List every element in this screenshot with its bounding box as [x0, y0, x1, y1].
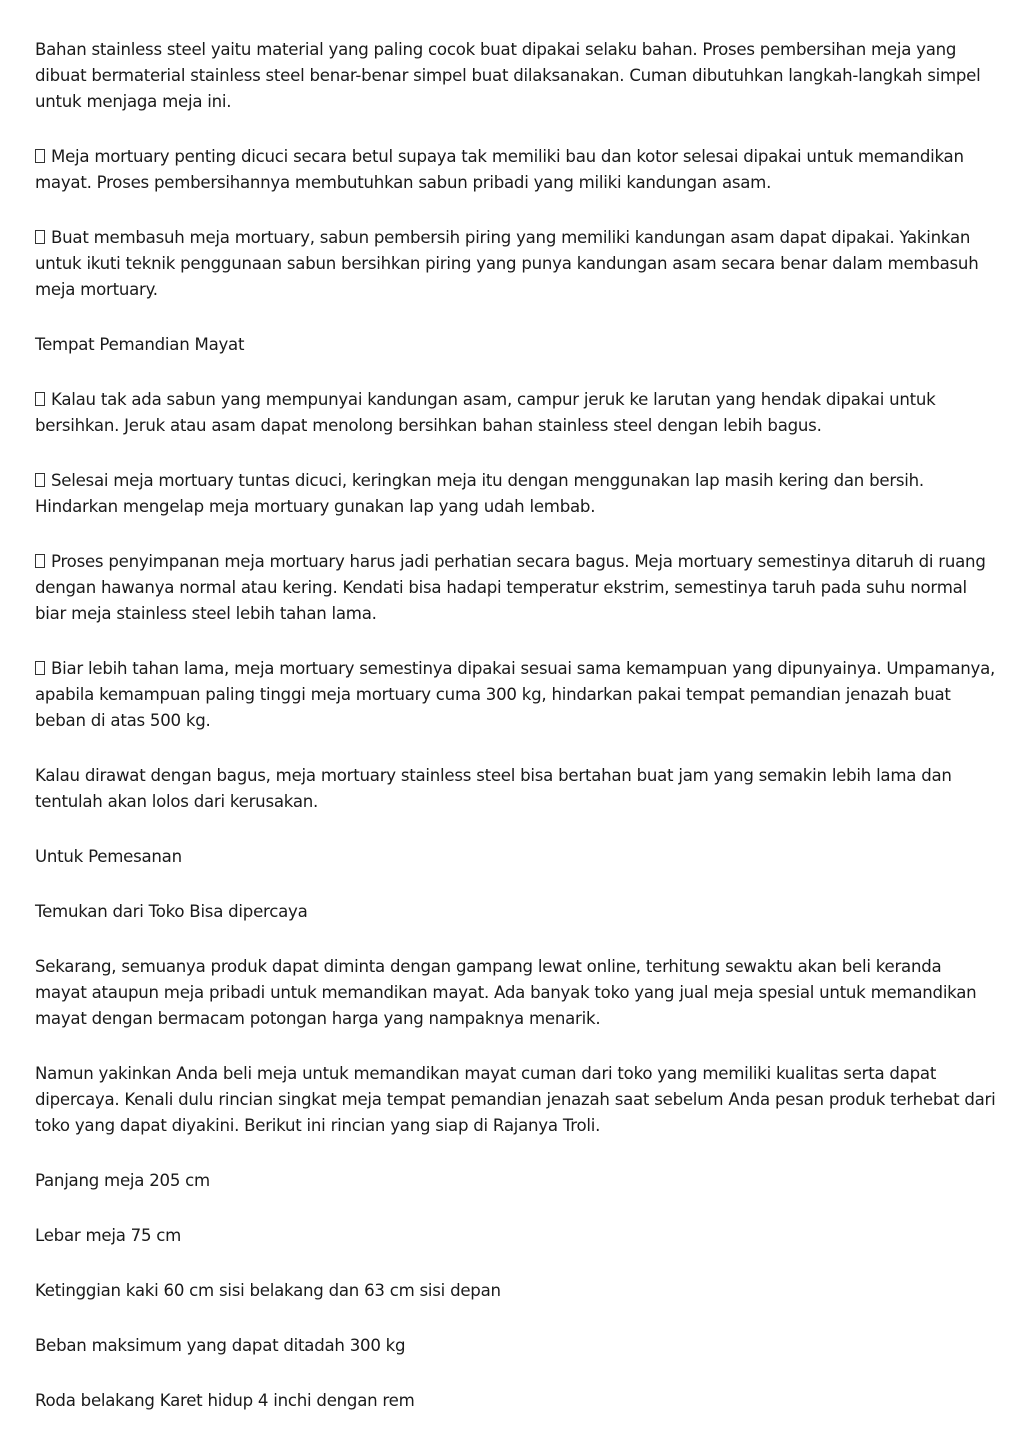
missing-glyph-icon — [35, 149, 45, 163]
bullet-paragraph — [35, 468, 997, 520]
bullet-paragraph — [35, 144, 997, 196]
paragraph-text: Proses penyimpanan meja mortuary harus jadi perhatian secara bagus. Meja mortuary semestinya ditaruh di ruang dengan hawanya normal atau kering. Kendati bisa hadapi temperatur ekstrim, semestinya taruh pada suhu normal biar meja stainless steel lebih tahan lama. — [35, 552, 986, 623]
paragraph-text: Sekarang, semuanya produk dapat diminta dengan gampang lewat online, terhitung sewaktu akan beli keranda mayat ataupun meja pribadi untuk memandikan mayat. Ada banyak toko yang jual meja spesial untuk memandikan mayat dengan bermacam potongan harga yang nampaknya menarik. — [35, 957, 977, 1028]
paragraph-text: Bahan stainless steel yaitu material yang paling cocok buat dipakai selaku bahan. Proses pembersihan meja yang dibuat bermaterial stainless steel benar-benar simpel buat dilaksanakan. Cuman dibutuhkan langkah-langkah simpel untuk menjaga meja ini. — [35, 40, 981, 111]
spec-line — [35, 1223, 997, 1249]
bullet-paragraph — [35, 656, 997, 734]
spec-text: Lebar meja 75 cm — [35, 1226, 182, 1245]
paragraph-text: Biar lebih tahan lama, meja mortuary semestinya dipakai sesuai sama kemampuan yang dipunyainya. Umpamanya, apabila kemampuan paling tinggi meja mortuary cuma 300 kg, hindarkan pakai tempat pemandian jenazah buat beban di atas 500 kg. — [35, 659, 996, 730]
paragraph — [35, 37, 997, 115]
spec-text: Ketinggian kaki 60 cm sisi belakang dan 63 cm sisi depan — [35, 1281, 501, 1300]
spec-line — [35, 1333, 997, 1359]
bullet-paragraph — [35, 225, 997, 303]
heading-text: Tempat Pemandian Mayat — [35, 335, 245, 354]
bullet-paragraph — [35, 387, 997, 439]
paragraph — [35, 954, 997, 1032]
spec-line — [35, 1388, 997, 1414]
missing-glyph-icon — [35, 392, 45, 406]
paragraph-text: Selesai meja mortuary tuntas dicuci, keringkan meja itu dengan menggunakan lap masih kering dan bersih. Hindarkan mengelap meja mortuary gunakan lap yang udah lembab. — [35, 471, 924, 516]
paragraph — [35, 763, 997, 815]
bullet-paragraph — [35, 549, 997, 627]
paragraph-text: Kalau tak ada sabun yang mempunyai kandungan asam, campur jeruk ke larutan yang hendak dipakai untuk bersihkan. Jeruk atau asam dapat menolong bersihkan bahan stainless steel dengan lebih bagus. — [35, 390, 936, 435]
section-heading — [35, 899, 997, 925]
paragraph — [35, 1061, 997, 1139]
missing-glyph-icon — [35, 554, 45, 568]
document-page — [35, 37, 997, 1443]
heading-text: Temukan dari Toko Bisa dipercaya — [35, 902, 308, 921]
section-heading — [35, 332, 997, 358]
paragraph-text: Meja mortuary penting dicuci secara betul supaya tak memiliki bau dan kotor selesai dipakai untuk memandikan mayat. Proses pembersihannya membutuhkan sabun pribadi yang miliki kandungan asam. — [35, 147, 964, 192]
spec-line — [35, 1278, 997, 1304]
missing-glyph-icon — [35, 661, 45, 675]
spec-text: Panjang meja 205 cm — [35, 1171, 210, 1190]
paragraph-text: Kalau dirawat dengan bagus, meja mortuary stainless steel bisa bertahan buat jam yang semakin lebih lama dan tentulah akan lolos dari kerusakan. — [35, 766, 952, 811]
heading-text: Untuk Pemesanan — [35, 847, 182, 866]
missing-glyph-icon — [35, 473, 45, 487]
section-heading — [35, 844, 997, 870]
spec-text: Beban maksimum yang dapat ditadah 300 kg — [35, 1336, 406, 1355]
paragraph-text: Buat membasuh meja mortuary, sabun pembersih piring yang memiliki kandungan asam dapat dipakai. Yakinkan untuk ikuti teknik penggunaan sabun bersihkan piring yang punya kandungan asam secara benar dalam membasuh meja mortuary. — [35, 228, 979, 299]
spec-line — [35, 1168, 997, 1194]
missing-glyph-icon — [35, 230, 45, 244]
spec-text: Roda belakang Karet hidup 4 inchi dengan rem — [35, 1391, 415, 1410]
paragraph-text: Namun yakinkan Anda beli meja untuk memandikan mayat cuman dari toko yang memiliki kualitas serta dapat dipercaya. Kenali dulu rincian singkat meja tempat pemandian jenazah saat sebelum Anda pesan produk terhebat dari toko yang dapat diyakini. Berikut ini rincian yang siap di Rajanya Troli. — [35, 1064, 996, 1135]
